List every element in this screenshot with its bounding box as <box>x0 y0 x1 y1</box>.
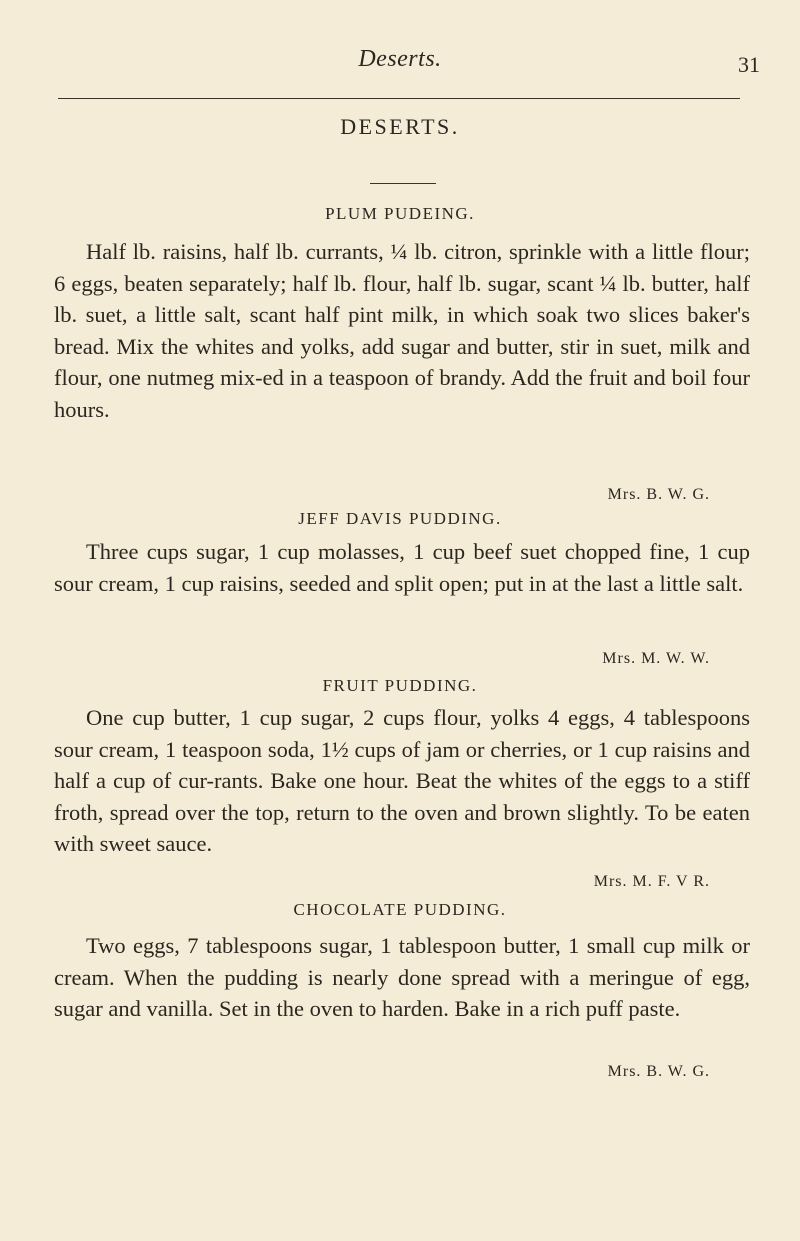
recipe-title: PLUM PUDEING. <box>325 204 475 223</box>
page-number: 31 <box>738 52 760 77</box>
running-head <box>0 46 800 86</box>
section-title: DESERTS. <box>340 114 460 139</box>
header-rule <box>58 98 740 99</box>
running-title: Deserts. <box>358 46 442 72</box>
section-divider <box>370 183 436 184</box>
recipe-body: One cup butter, 1 cup sugar, 2 cups flour, yolks 4 eggs, 4 tablespoons sour cream, 1 teaspoon soda, 1½ cups of jam or cherries, or 1 cup raisins and half a cup of cur-rants. Bake one hour. Beat the whites of the eggs to a stiff froth, spread over the top, return to the oven and brown slightly. To be eaten with sweet sauce. <box>54 705 750 856</box>
recipe-title: FRUIT PUDDING. <box>322 676 478 695</box>
recipe-body: Two eggs, 7 tablespoons sugar, 1 tablespoon butter, 1 small cup milk or cream. When the pudding is nearly done spread with a meringue of egg, sugar and vanilla. Set in the oven to harden. Bake in a rich puff paste. <box>54 933 750 1021</box>
recipe-attribution: Mrs. M. F. V R. <box>593 873 710 890</box>
recipe-body: Half lb. raisins, half lb. currants, ¼ lb. citron, sprinkle with a little flour; 6 eggs, beaten separately; half lb. flour, half lb. sugar, scant ¼ lb. butter, half lb. suet, a little salt, scant half pint milk, in which soak two slices baker's bread. Mix the whites and yolks, add sugar and butter, stir in suet, milk and flour, one nutmeg mix-ed in a teaspoon of brandy. Add the fruit and boil four hours. <box>54 239 750 422</box>
recipe-title: CHOCOLATE PUDDING. <box>293 900 507 919</box>
recipe-attribution: Mrs. B. W. G. <box>607 486 710 503</box>
recipe-attribution: Mrs. B. W. G. <box>607 1063 710 1080</box>
recipe-body: Three cups sugar, 1 cup molasses, 1 cup beef suet chopped fine, 1 cup sour cream, 1 cup raisins, seeded and split open; put in at the last a little salt. <box>54 539 750 596</box>
recipe-attribution: Mrs. M. W. W. <box>602 650 710 667</box>
recipe-title: JEFF DAVIS PUDDING. <box>298 509 502 528</box>
